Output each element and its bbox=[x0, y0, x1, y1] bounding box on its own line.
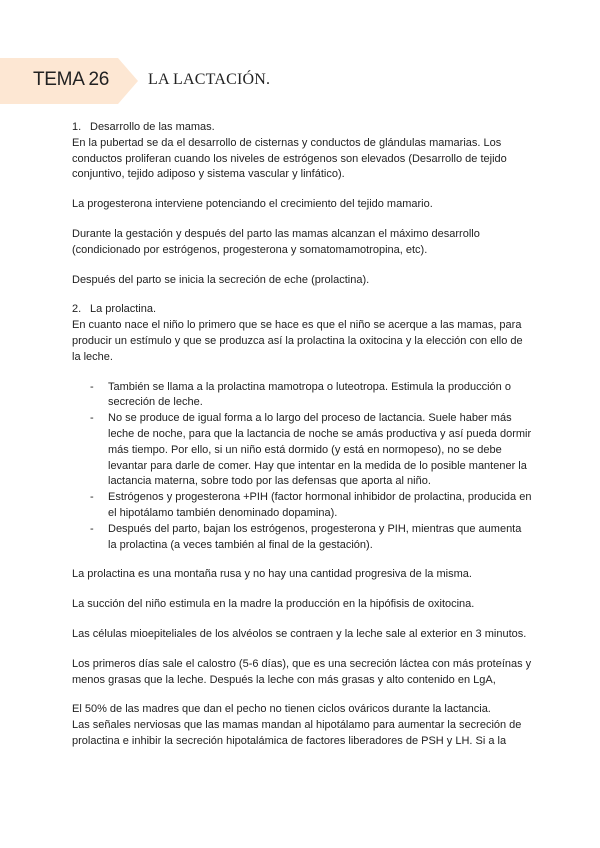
list-item: - Estrógenos y progesterona +PIH (factor hormonal inhibidor de prolactina, producida en el hipotálamo también denominado dopamina). bbox=[72, 490, 532, 522]
paragraph: La prolactina es una montaña rusa y no hay una cantidad progresiva de la misma. bbox=[72, 568, 472, 581]
document-body bbox=[72, 120, 532, 750]
section-title: La prolactina. bbox=[90, 303, 157, 316]
list-item: - También se llama a la prolactina mamotropa o luteotropa. Estimula la producción o secreción de leche. bbox=[72, 380, 532, 412]
paragraph: En la pubertad se da el desarrollo de cisternas y conductos de glándulas mamarias. Los conductos proliferan cuando los niveles de estrógenos son elevados (Desarrollo de tejido conjuntivo, tejido adiposo y sistema vascular y linfático). bbox=[72, 136, 507, 181]
paragraph: Durante la gestación y después del parto las mamas alcanzan el máximo desarrollo (condicionado por estrógenos, progesterona y somatomamotropina, etc). bbox=[72, 227, 480, 256]
section-title: Desarrollo de las mamas. bbox=[90, 121, 215, 133]
paragraph: Los primeros días sale el calostro (5-6 días), que es una secreción láctea con más proteínas y menos grasas que la leche. Después la leche con más grasas y alto contenido en LgA, bbox=[72, 657, 532, 686]
paragraph: La progesterona interviene potenciando el crecimiento del tejido mamario. bbox=[72, 198, 433, 211]
section-heading-2 bbox=[72, 302, 532, 318]
list-item: - Después del parto, bajan los estrógenos, progesterona y PIH, mientras que aumenta la prolactina (a veces también al final de la gestación). bbox=[72, 522, 532, 554]
section-number: 2. bbox=[72, 303, 82, 316]
section-heading-1 bbox=[72, 120, 532, 136]
bullet-list bbox=[72, 380, 532, 554]
paragraph: Las células mioepiteliales de los alvéolos se contraen y la leche sale al exterior en 3 minutos. bbox=[72, 627, 527, 640]
paragraph: El 50% de las madres que dan el pecho no tienen ciclos ováricos durante la lactancia. bbox=[72, 703, 491, 716]
list-item: - No se produce de igual forma a lo largo del proceso de lactancia. Suele haber más leche de noche, para que la lactancia de noche se amás productiva y así pueda dormir más tiempo. Por ello, si un niño está dormido (y está en normopeso), no se debe levantar para darle de comer. Hay que intentar en la medida de lo posible mantener la lactancia materna, sobre todo por las defensas que aporta al niño. bbox=[72, 411, 532, 490]
page-header bbox=[0, 58, 600, 104]
paragraph: Las señales nerviosas que las mamas mandan al hipotálamo para aumentar la secreción de prolactina e inhibir la secreción hipotalámica de factores liberadores de PSH y LH. Si a la bbox=[72, 719, 522, 747]
page-title: LA LACTACIÓN. bbox=[148, 71, 271, 88]
paragraph: Después del parto se inicia la secreción de eche (prolactina). bbox=[72, 273, 370, 286]
paragraph: La succión del niño estimula en la madre la producción en la hipófisis de oxitocina. bbox=[72, 598, 475, 611]
paragraph: En cuanto nace el niño lo primero que se hace es que el niño se acerque a las mamas, para producir un estímulo y que se produzca así la prolactina la oxitocina y la elección con ello de la leche. bbox=[72, 319, 523, 363]
section-number: 1. bbox=[72, 121, 82, 133]
tema-label: TEMA 26 bbox=[33, 69, 110, 90]
